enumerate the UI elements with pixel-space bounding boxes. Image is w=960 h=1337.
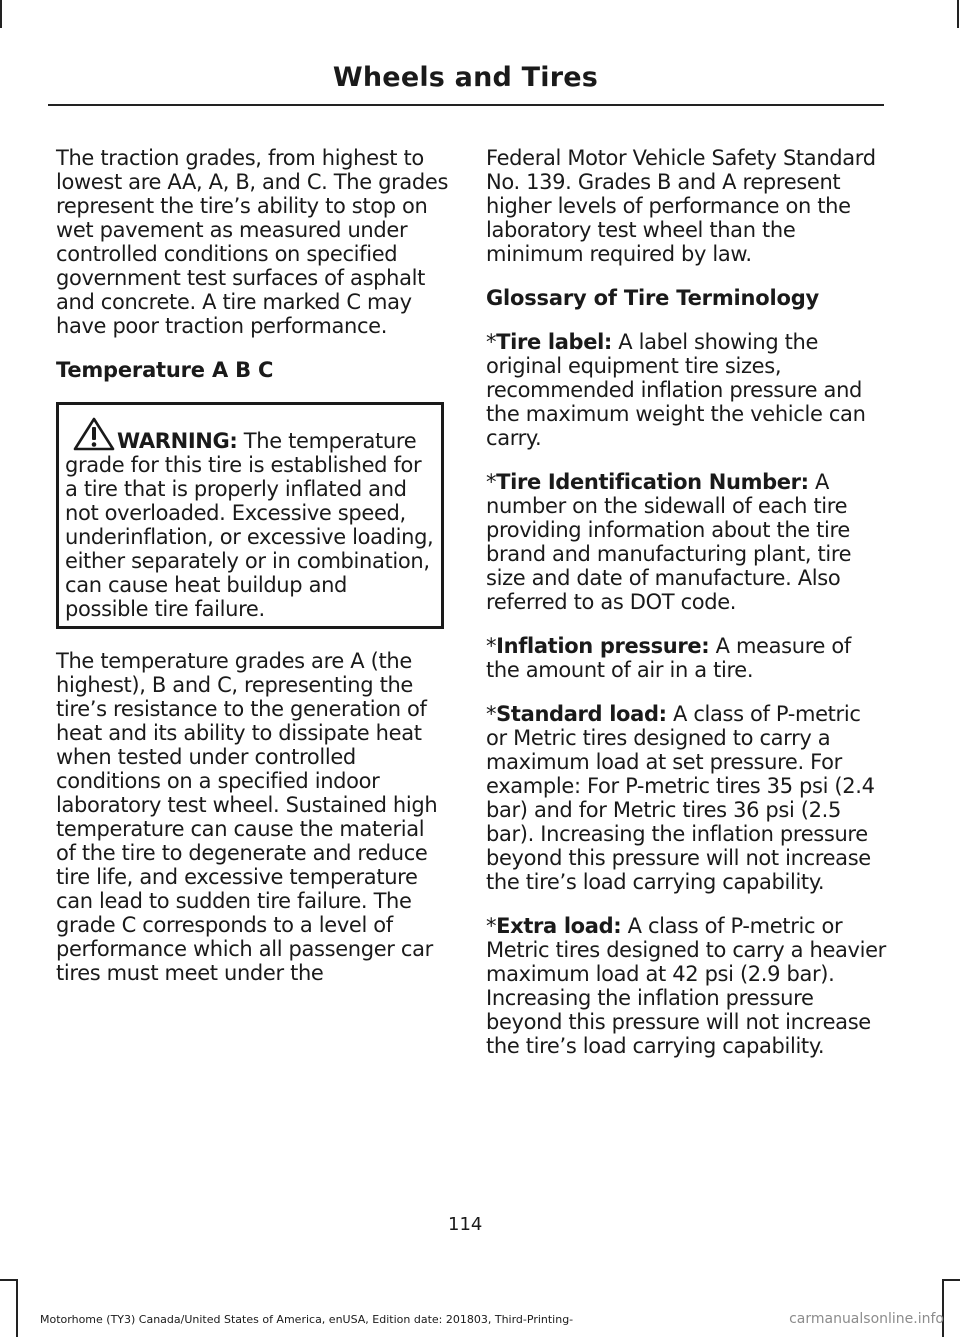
glossary-term: Inflation pressure: [496,634,710,658]
left-column [56,146,450,1005]
fmvss-paragraph: Federal Motor Vehicle Safety Standard No. 139. Grades B and A represent higher levels of performance on the laboratory test wheel than the minimum required by law. [486,146,876,266]
glossary-term: Tire Identification Number: [496,470,809,494]
page-title: Wheels and Tires [332,62,598,93]
warning-label: WARNING: [117,429,238,453]
crop-mark-bottom-right-v [942,1279,944,1337]
footer-edition-info: Motorhome (TY3) Canada/United States of America, enUSA, Edition date: 201803, Third-Printing- [40,1313,574,1326]
glossary-definition: A class of P-metric or Metric tires designed to carry a maximum load at set pressure. For example: For P-metric tires 35 psi (2.4 bar) and for Metric tires 36 psi (2.5 bar). Increasing the inflation pressure beyond this pressure will not increase the tire’s load carrying capability. [486,702,875,894]
glossary-item-inflation-pressure: *Inflation pressure: A measure of the amount of air in a tire. [486,634,851,682]
glossary-term: Standard load: [496,702,667,726]
crop-mark-bottom-left-v [16,1279,18,1337]
warning-triangle-icon [73,417,115,451]
temperature-heading: Temperature A B C [56,358,274,382]
glossary-definition: A measure of the amount of air in a tire. [486,634,851,682]
page-number: 114 [448,1214,483,1235]
warning-text: The temperature grade for this tire is established for a tire that is properly inflated and not overloaded. Excessive speed, underinflation, or excessive loading, either separately or in combination, can cause heat buildup and possible tire failure. [65,429,434,621]
crop-mark-top-right [957,0,959,28]
glossary-definition: A number on the sidewall of each tire providing information about the tire brand and manufacturing plant, tire size and date of manufacture. Also referred to as DOT code. [486,470,852,614]
glossary-item-tire-label: *Tire label: A label showing the original equipment tire sizes, recommended inflation pressure and the maximum weight the vehicle can carry. [486,330,866,450]
crop-mark-bottom-left [0,1279,16,1281]
header-divider [48,104,884,106]
crop-mark-top-left [0,0,2,28]
right-column [486,146,886,1078]
glossary-heading: Glossary of Tire Terminology [486,286,820,310]
crop-mark-bottom-right [944,1279,960,1281]
glossary-item-standard-load: *Standard load: A class of P-metric or Metric tires designed to carry a maximum load at set pressure. For example: For P-metric tires 35 psi (2.4 bar) and for Metric tires 36 psi (2.5 bar). Increasing the inflation pressure beyond this pressure will not increase the tire’s load carrying capability. [486,702,875,894]
watermark[interactable]: carmanualsonline.info [789,1311,944,1327]
glossary-item-extra-load: *Extra load: A class of P-metric or Metric tires designed to carry a heavier maximum load at 42 psi (2.9 bar). Increasing the inflation pressure beyond this pressure will not increase the tire’s load carrying capability. [486,914,886,1058]
traction-grades-paragraph: The traction grades, from highest to lowest are AA, A, B, and C. The grades represent the tire’s ability to stop on wet pavement as measured under controlled conditions on specified government test surfaces of asphalt and concrete. A tire marked C may have poor traction performance. [56,146,449,338]
temperature-grades-paragraph: The temperature grades are A (the highest), B and C, representing the tire’s resistance to the generation of heat and its ability to dissipate heat when tested under controlled conditions on a specified indoor laboratory test wheel. Sustained high temperature can cause the material of the tire to degenerate and reduce tire life, and excessive temperature can lead to sudden tire failure. The grade C corresponds to a level of performance which all passenger car tires must meet under the [56,649,438,985]
glossary-term: Tire label: [496,330,612,354]
glossary-term: Extra load: [496,914,622,938]
glossary-definition: A class of P-metric or Metric tires designed to carry a heavier maximum load at 42 psi (2.9 bar). Increasing the inflation pressure beyond this pressure will not increase the tire’s load carrying capability. [486,914,886,1058]
glossary-item-tin: *Tire Identification Number: A number on the sidewall of each tire providing information about the tire brand and manufacturing plant, tire size and date of manufacture. Also referred to as DOT code. [486,470,852,614]
warning-box [56,402,444,629]
glossary-definition: A label showing the original equipment tire sizes, recommended inflation pressure and the maximum weight the vehicle can carry. [486,330,866,450]
